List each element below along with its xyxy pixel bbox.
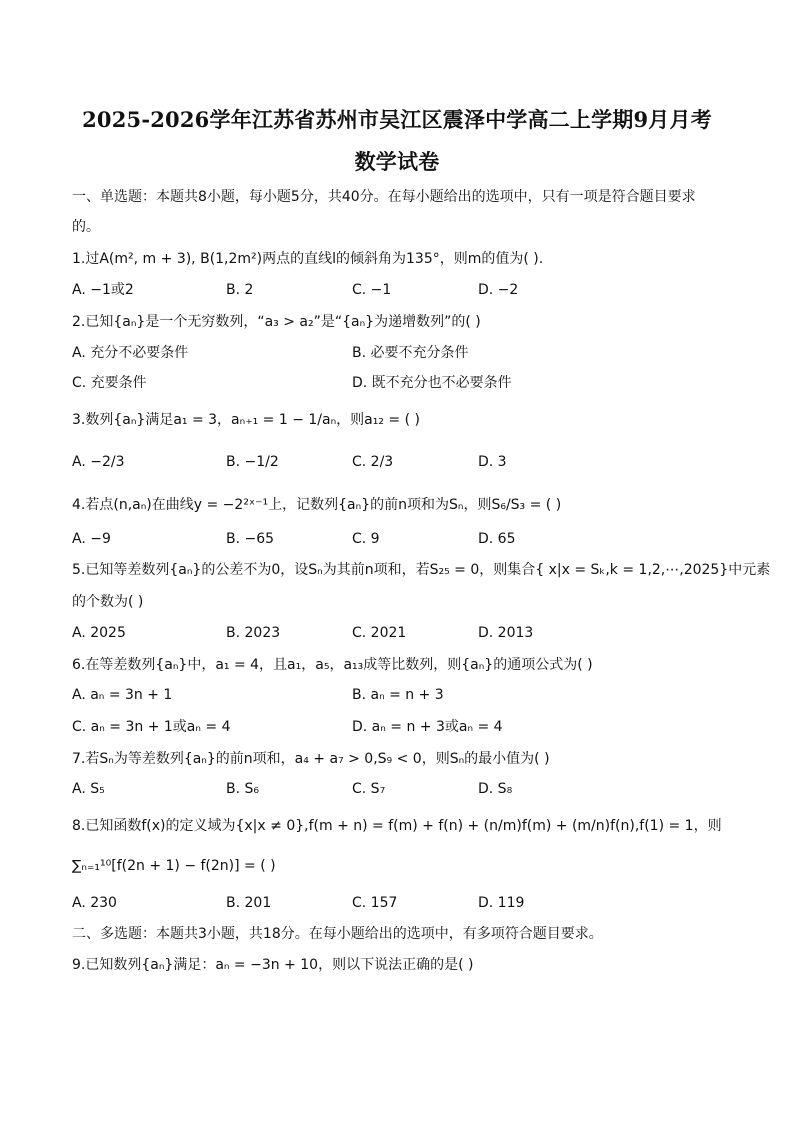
- exam-title-line1: 2025-2026学年江苏省苏州市吴江区震泽中学高二上学期9月月考: [82, 107, 712, 132]
- section1-heading: 一、单选题：本题共8小题，每小题5分，共40分。在每小题给出的选项中，只有一项是符合题目要求: [72, 189, 696, 205]
- question-6-stem: 6.在等差数列{aₙ}中，a₁ = 4，且a₁，a₅，a₁₃成等比数列，则{aₙ}的通项公式为( ): [72, 657, 593, 673]
- section2-heading: 二、多选题：本题共3小题，共18分。在每小题给出的选项中，有多项符合题目要求。: [72, 926, 603, 942]
- question-1-option-c: C. −1: [352, 282, 392, 298]
- question-8-option-d: D. 119: [478, 895, 525, 911]
- question-4-option-b: B. −65: [226, 531, 275, 547]
- question-6-option-b: B. aₙ = n + 3: [352, 687, 444, 703]
- question-9-stem: 9.已知数列{aₙ}满足：aₙ = −3n + 10，则以下说法正确的是( ): [72, 957, 474, 973]
- question-3-option-b: B. −1/2: [226, 454, 279, 470]
- exam-title-line2: 数学试卷: [354, 149, 440, 174]
- question-1-option-a: A. −1或2: [72, 282, 134, 298]
- question-1-option-d: D. −2: [478, 282, 519, 298]
- question-6-option-c: C. aₙ = 3n + 1或aₙ = 4: [72, 719, 231, 735]
- question-5-option-b: B. 2023: [226, 625, 281, 641]
- question-6-option-a: A. aₙ = 3n + 1: [72, 687, 173, 703]
- question-2-option-c: C. 充要条件: [72, 375, 147, 391]
- question-3-stem: 3.数列{aₙ}满足a₁ = 3，aₙ₊₁ = 1 − 1/aₙ，则a₁₂ = ( ): [72, 412, 420, 428]
- question-7-stem: 7.若Sₙ为等差数列{aₙ}的前n项和，a₄ + a₇ > 0,S₉ < 0，则Sₙ的最小值为( ): [72, 751, 550, 767]
- question-8-option-c: C. 157: [352, 895, 398, 911]
- question-2-stem: 2.已知{aₙ}是一个无穷数列，“a₃ > a₂”是“{aₙ}为递增数列”的( ): [72, 314, 481, 330]
- question-2-option-d: D. 既不充分也不必要条件: [352, 375, 512, 391]
- question-5-stem: 5.已知等差数列{aₙ}的公差不为0，设Sₙ为其前n项和，若S₂₅ = 0，则集合{ x|x = Sₖ,k = 1,2,⋯,2025}中元素: [72, 562, 771, 578]
- question-8-stem-cont: ∑ₙ₌₁¹⁰[f(2n + 1) − f(2n)] = ( ): [72, 858, 276, 874]
- question-8-option-b: B. 201: [226, 895, 272, 911]
- question-5-option-c: C. 2021: [352, 625, 407, 641]
- question-6-option-d: D. aₙ = n + 3或aₙ = 4: [352, 719, 503, 735]
- question-2-option-a: A. 充分不必要条件: [72, 345, 189, 361]
- section1-heading-cont: 的。: [72, 219, 100, 235]
- question-7-option-d: D. S₈: [478, 781, 513, 797]
- question-3-option-a: A. −2/3: [72, 454, 125, 470]
- question-3-option-d: D. 3: [478, 454, 507, 470]
- question-7-option-c: C. S₇: [352, 781, 386, 797]
- question-4-stem: 4.若点(n,aₙ)在曲线y = −2²ˣ⁻¹上，记数列{aₙ}的前n项和为Sₙ，则S₆/S₃ = ( ): [72, 497, 562, 513]
- question-5-stem-cont: 的个数为( ): [72, 594, 144, 610]
- question-3-option-c: C. 2/3: [352, 454, 394, 470]
- question-5-option-a: A. 2025: [72, 625, 126, 641]
- question-7-option-b: B. S₆: [226, 781, 260, 797]
- question-5-option-d: D. 2013: [478, 625, 534, 641]
- question-1-stem: 1.过A(m², m + 3), B(1,2m²)两点的直线l的倾斜角为135°，则m的值为( ).: [72, 251, 544, 267]
- question-8-stem: 8.已知函数f(x)的定义域为{x|x ≠ 0},f(m + n) = f(m) + f(n) + (n/m)f(m) + (m/n)f(n),f(1) = 1，则: [72, 818, 722, 834]
- question-4-option-a: A. −9: [72, 531, 111, 547]
- question-7-option-a: A. S₅: [72, 781, 105, 797]
- question-1-option-b: B. 2: [226, 282, 254, 298]
- question-8-option-a: A. 230: [72, 895, 117, 911]
- question-4-option-c: C. 9: [352, 531, 380, 547]
- question-4-option-d: D. 65: [478, 531, 516, 547]
- question-2-option-b: B. 必要不充分条件: [352, 345, 469, 361]
